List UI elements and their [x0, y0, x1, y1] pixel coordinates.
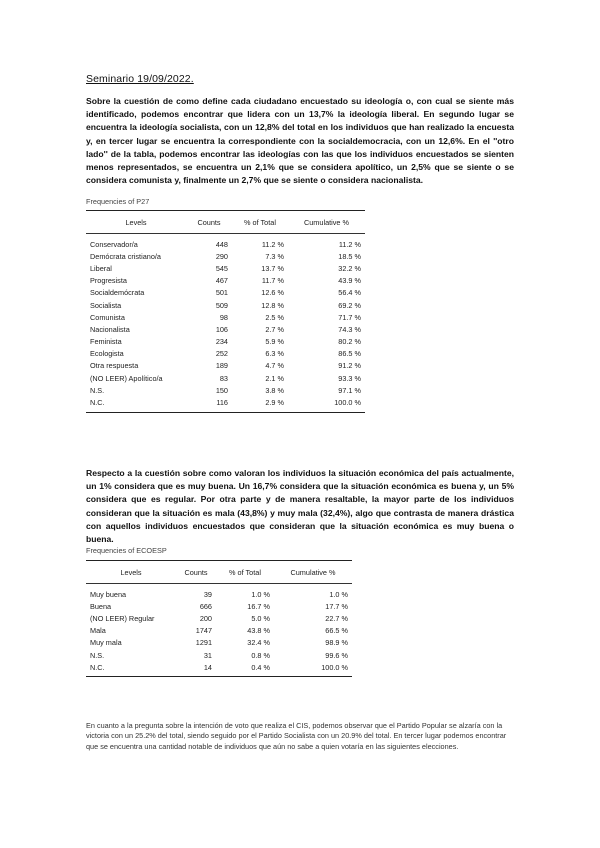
- table-row: [86, 336, 365, 348]
- table-cell: 12.8 %: [261, 300, 284, 310]
- table-cell: 290: [215, 251, 228, 261]
- table-cell: 1.0 %: [329, 589, 348, 599]
- table-cell: 43.8 %: [247, 626, 270, 636]
- table-cell: 43.9 %: [338, 276, 361, 286]
- table-cell: 83: [219, 373, 228, 383]
- table-cell: 2.7 %: [265, 324, 284, 334]
- table-cell: (NO LEER) Regular: [90, 613, 155, 623]
- table-cell: Muy mala: [90, 638, 122, 648]
- frequency-table-p27: [86, 210, 365, 413]
- table-cell: 666: [199, 601, 212, 611]
- table-cell: 467: [215, 276, 228, 286]
- table-row: [86, 287, 365, 299]
- paragraph-vote-intention: En cuanto a la pregunta sobre la intención de voto que realiza el CIS, podemos observar que el Partido Popular se alzaría con la victoria con un 25.2% del total, siendo seguido por el Partido Socialista con un 20.9% del total. En tercer lugar podemos encontrar que se encuentra una cantidad notable de individuos que aún no sabe a quien votaría en las siguientes elecciones.: [86, 721, 507, 751]
- table-row: [86, 612, 352, 624]
- table-cell: 0.8 %: [251, 650, 270, 660]
- table-row: [86, 323, 365, 335]
- table-cell: 509: [215, 300, 228, 310]
- table-cell: 39: [203, 589, 212, 599]
- table-cell: 98.9 %: [325, 638, 348, 648]
- table-cell: Liberal: [90, 263, 112, 273]
- table-cell: N.C.: [86, 396, 186, 412]
- table-cell: Mala: [90, 626, 106, 636]
- table-cell: 2.1 %: [265, 373, 284, 383]
- table-cell: 93.3 %: [338, 373, 361, 383]
- table-cell: Conservador/a: [90, 239, 138, 249]
- table-cell: 56.4 %: [338, 288, 361, 298]
- table-cell: 448: [215, 239, 228, 249]
- table-cell: 116: [186, 396, 232, 412]
- table-cell: 2.9 %: [232, 396, 288, 412]
- table-cell: 99.6 %: [325, 650, 348, 660]
- column-header: Levels: [86, 211, 186, 234]
- table-cell: 71.7 %: [338, 312, 361, 322]
- table2-caption: Frequencies of ECOESP: [86, 546, 167, 555]
- table-cell: 11.2 %: [338, 239, 361, 249]
- table-cell: 252: [215, 349, 228, 359]
- table-cell: N.C.: [86, 661, 176, 677]
- table-row: [86, 637, 352, 649]
- table-cell: 545: [215, 263, 228, 273]
- table-cell: Comunista: [90, 312, 125, 322]
- table-row: [86, 661, 352, 677]
- table-row: [86, 649, 352, 661]
- table-cell: 2.5 %: [265, 312, 284, 322]
- paragraph-ideology: Sobre la cuestión de como define cada ciudadano encuestado su ideología o, con cual se siente más identificado, podemos encontrar que lidera con un 13,7% la ideología liberal. En segundo lugar se encuentra la ideología socialista, con un 12,8% del total en los individuos que han realizado la encuesta y, en tercer lugar se encuentra la correspondiente con la socialdemocracia, con un 12,6%. En el ''otro lado'' de la tabla, podemos encontrar las ideologías con las que los individuos encuestados se sienten menos representados, se encuentra un 2,1% que se considera apolítico, un 2,5% que se siente o se considera comunista y, finalmente un 2,7% que se siente o considera nacionalista.: [86, 96, 514, 186]
- table-cell: 189: [215, 361, 228, 371]
- table-cell: 3.8 %: [265, 385, 284, 395]
- table-row: [86, 234, 365, 251]
- table-cell: 32.4 %: [247, 638, 270, 648]
- column-header: Cumulative %: [288, 211, 365, 234]
- table-cell: 66.5 %: [325, 626, 348, 636]
- table-cell: 18.5 %: [338, 251, 361, 261]
- table-cell: Ecologista: [90, 349, 124, 359]
- table-cell: 1747: [195, 626, 212, 636]
- table-cell: N.S.: [90, 385, 105, 395]
- table-cell: 1291: [195, 638, 212, 648]
- table-cell: (NO LEER) Apolítico/a: [90, 373, 163, 383]
- table-cell: 100.0 %: [288, 396, 365, 412]
- column-header: % of Total: [232, 211, 288, 234]
- table-cell: 74.3 %: [338, 324, 361, 334]
- table-cell: Nacionalista: [90, 324, 130, 334]
- frequency-table-ecoesp: [86, 560, 352, 677]
- table-cell: 80.2 %: [338, 337, 361, 347]
- table-cell: 14: [176, 661, 216, 677]
- column-header: Cumulative %: [274, 561, 352, 584]
- table-cell: 4.7 %: [265, 361, 284, 371]
- table-cell: 7.3 %: [265, 251, 284, 261]
- table-row: [86, 262, 365, 274]
- column-header: Counts: [176, 561, 216, 584]
- table-header-row: [86, 211, 365, 234]
- table-row: [86, 348, 365, 360]
- table-cell: 13.7 %: [261, 263, 284, 273]
- table-row: [86, 396, 365, 412]
- table-row: [86, 372, 365, 384]
- column-header: Counts: [186, 211, 232, 234]
- table-cell: 150: [215, 385, 228, 395]
- table-header-row: [86, 561, 352, 584]
- table-row: [86, 275, 365, 287]
- table-cell: 1.0 %: [251, 589, 270, 599]
- paragraph-economy: Respecto a la cuestión sobre como valoran los individuos la situación económica del país actualmente, un 1% considera que es muy buena. Un 16,7% considera que la situación económica es buena y, un 5% considera que es regular. Por otra parte y de manera resaltable, la mayor parte de los individuos consideran que la situación es mala (43,8%) y muy mala (32,4%), algo que contrasta de manera drástica con aquellos individuos encuestados que consideran que la situación económica es muy buena o buena.: [86, 468, 514, 545]
- table-cell: Buena: [90, 601, 112, 611]
- table-cell: Progresista: [90, 276, 127, 286]
- table-cell: 6.3 %: [265, 349, 284, 359]
- table1-caption: Frequencies of P27: [86, 197, 150, 206]
- table-cell: 32.2 %: [338, 263, 361, 273]
- table-cell: 5.9 %: [265, 337, 284, 347]
- table-row: [86, 311, 365, 323]
- table-cell: 12.6 %: [261, 288, 284, 298]
- table-row: [86, 600, 352, 612]
- table-cell: Demócrata cristiano/a: [90, 251, 161, 261]
- table-row: [86, 250, 365, 262]
- column-header: Levels: [86, 561, 176, 584]
- table-cell: Otra respuesta: [90, 361, 139, 371]
- table-cell: 106: [215, 324, 228, 334]
- table-cell: 22.7 %: [325, 613, 348, 623]
- table-cell: 11.2 %: [261, 239, 284, 249]
- table-cell: 11.7 %: [261, 276, 284, 286]
- column-header: % of Total: [216, 561, 274, 584]
- table-cell: 98: [219, 312, 228, 322]
- document-heading: Seminario 19/09/2022.: [86, 73, 194, 85]
- table-cell: 69.2 %: [338, 300, 361, 310]
- table-cell: 0.4 %: [216, 661, 274, 677]
- table-cell: Socialista: [90, 300, 122, 310]
- table-cell: 91.2 %: [338, 361, 361, 371]
- table-cell: Muy buena: [90, 589, 127, 599]
- table-row: [86, 584, 352, 601]
- table-cell: N.S.: [90, 650, 105, 660]
- table-row: [86, 625, 352, 637]
- table-cell: Socialdemócrata: [90, 288, 145, 298]
- table-cell: 17.7 %: [325, 601, 348, 611]
- table-cell: 100.0 %: [274, 661, 352, 677]
- table-cell: 97.1 %: [338, 385, 361, 395]
- table-cell: 16.7 %: [247, 601, 270, 611]
- table-cell: 86.5 %: [338, 349, 361, 359]
- table-row: [86, 384, 365, 396]
- table-cell: 5.0 %: [251, 613, 270, 623]
- table-row: [86, 360, 365, 372]
- table-row: [86, 299, 365, 311]
- table-cell: 234: [215, 337, 228, 347]
- table-cell: 200: [199, 613, 212, 623]
- table-cell: 31: [203, 650, 212, 660]
- table-cell: 501: [215, 288, 228, 298]
- table-cell: Feminista: [90, 337, 122, 347]
